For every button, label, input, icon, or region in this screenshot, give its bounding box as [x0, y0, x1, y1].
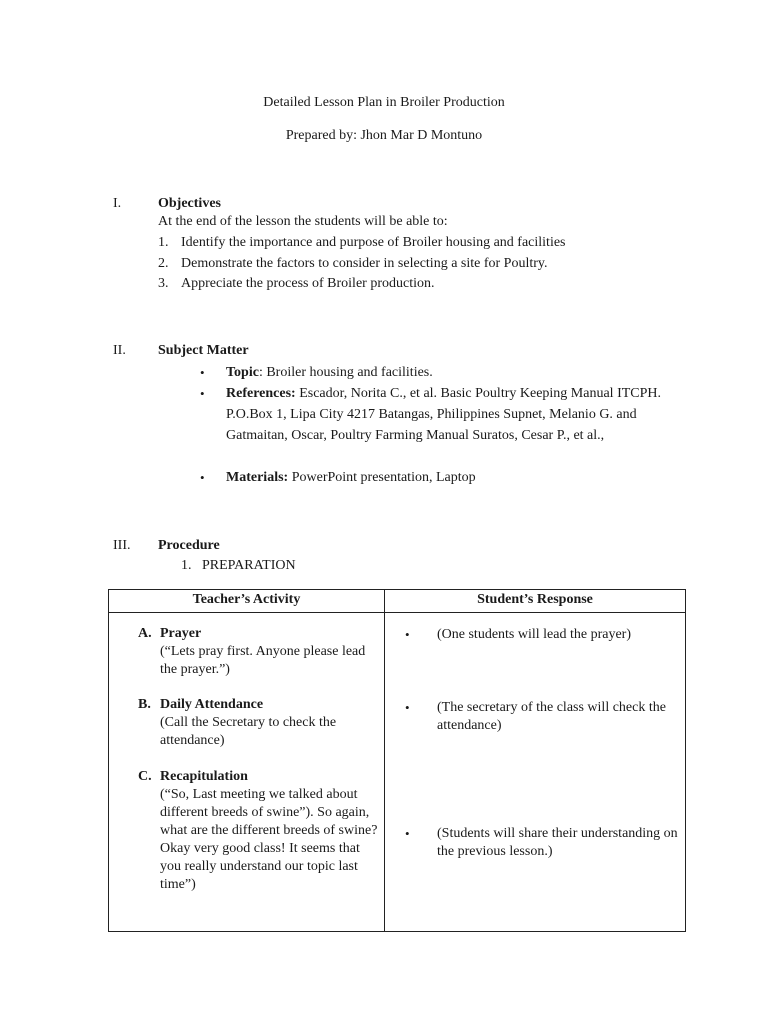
activity-label: B. [138, 697, 151, 712]
response-text: (The secretary of the class will check the attendance) [437, 700, 666, 733]
section-title-objectives: Objectives [158, 196, 221, 211]
activity-body: (“Lets pray first. Anyone please lead the prayer.”) [160, 644, 366, 677]
response-text: (Students will share their understanding on the previous lesson.) [437, 826, 678, 859]
procedure-step: 1. PREPARATION [181, 558, 296, 573]
bullet-icon: • [405, 826, 410, 841]
activity-body: (Call the Secretary to check the attendance) [160, 715, 337, 748]
list-item-materials [200, 467, 680, 488]
activity-title: Recapitulation [160, 769, 248, 784]
list-item [158, 274, 658, 295]
bullet-icon: • [405, 627, 410, 642]
list-number: 3. [158, 276, 169, 291]
bullet-icon: • [200, 470, 205, 485]
materials-text: PowerPoint presentation, Laptop [288, 470, 476, 485]
activity-title: Prayer [160, 626, 202, 641]
references-text: Escador, Norita C., et al. Basic Poultry Keeping Manual ITCPH. P.O.Box 1, Lipa City 4217 Batangas, Philippines Supnet, Melanio G. and Gatmaitan, Oscar, Poultry Farming Manual Suratos, Cesar P., et al., [226, 386, 662, 443]
section-number: I. [113, 196, 122, 211]
section-number: III. [113, 538, 131, 553]
materials-label: Materials: [226, 470, 289, 485]
objectives-intro: At the end of the lesson the students will be able to: [158, 214, 448, 229]
activity-label: A. [138, 626, 152, 641]
prepared-by: Prepared by: Jhon Mar D Montuno [285, 128, 483, 143]
section-number: II. [113, 343, 126, 358]
list-number: 1. [158, 235, 169, 250]
list-text: Appreciate the process of Broiler production. [181, 276, 435, 291]
student-response-cell [385, 613, 686, 932]
topic-text: : Broiler housing and facilities. [258, 365, 433, 380]
list-number: 2. [158, 255, 169, 271]
bullet-icon: • [200, 386, 205, 401]
section-title-subject-matter: Subject Matter [158, 343, 249, 358]
list-text: Identify the importance and purpose of Broiler housing and facilities [181, 235, 566, 250]
section-title-procedure: Procedure [158, 538, 220, 553]
references-label: References: [226, 386, 296, 401]
list-item [158, 254, 658, 275]
column-header-student: Student’s Response [385, 590, 686, 613]
list-item-topic [200, 362, 680, 383]
bullet-icon: • [405, 700, 410, 715]
document-title: Detailed Lesson Plan in Broiler Production [263, 95, 505, 110]
bullet-icon: • [200, 365, 205, 380]
teacher-activity-cell [109, 613, 385, 932]
list-item-references [200, 383, 680, 467]
topic-label: Topic [226, 365, 259, 380]
list-item [158, 233, 658, 254]
subject-list [200, 362, 680, 488]
list-text: Demonstrate the factors to consider in selecting a site for Poultry. [181, 255, 548, 271]
objectives-list [158, 233, 658, 295]
activity-label: C. [138, 769, 152, 784]
procedure-table [108, 589, 686, 932]
response-text: (One students will lead the prayer) [437, 627, 631, 642]
column-header-teacher: Teacher’s Activity [109, 590, 385, 613]
activity-title: Daily Attendance [160, 697, 264, 712]
activity-body: (“So, Last meeting we talked about different breeds of swine”). So again, what are the different breeds of swine? Okay very good class! It seems that you really understand our topic last time”) [160, 787, 378, 892]
